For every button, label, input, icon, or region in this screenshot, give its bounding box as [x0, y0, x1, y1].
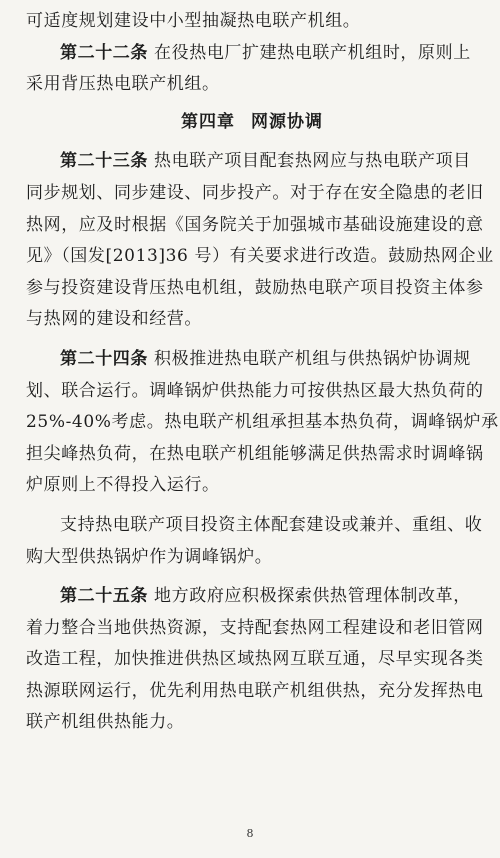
- article-24-line-3: 25%-40%考虑。热电联产机组承担基本热负荷，调峰锅炉承: [26, 412, 499, 433]
- article-24-line-2: 划、联合运行。调峰锅炉供热能力可按供热区最大热负荷的: [26, 380, 484, 401]
- article-24-label: 第二十四条: [60, 348, 148, 369]
- article-25-label: 第二十五条: [60, 586, 148, 607]
- article-23-line-5: 参与投资建设背压热电机组，鼓励热电联产项目投资主体参: [26, 277, 484, 298]
- chapter-heading: [26, 107, 478, 139]
- article-25-line-4: 热源联网运行，优先利用热电联产机组供热，充分发挥热电: [26, 680, 484, 701]
- article-25-text-1: 地方政府应积极探索供热管理体制改革，: [154, 586, 471, 607]
- article-22-line-2: 采用背压热电联产机组。: [26, 74, 220, 95]
- article-24-line-5: 炉原则上不得投入运行。: [26, 475, 220, 496]
- article-23-text-1: 热电联产项目配套热网应与热电联产项目: [154, 151, 471, 172]
- article-24-line-4: 担尖峰热负荷，在热电联产机组能够满足供热需求时调峰锅: [26, 443, 484, 464]
- article-23-line-2: 同步规划、同步建设、同步投产。对于存在安全隐患的老旧: [26, 182, 484, 203]
- article-25-line-1: [26, 581, 478, 613]
- article-22-label: 第二十二条: [60, 42, 148, 63]
- article-22-text-1: 在役热电厂扩建热电联产机组时，原则上: [154, 42, 471, 63]
- article-23-line-1: [26, 146, 478, 178]
- article-24-text-1: 积极推进热电联产机组与供热锅炉协调规: [154, 348, 471, 369]
- page-number: 8: [246, 827, 254, 840]
- article-23-line-4: 见》（国发[2013]36 号）有关要求进行改造。鼓励热网企业: [26, 246, 494, 267]
- chapter-title: 网源协调: [251, 111, 323, 132]
- intro-line: 可适度规划建设中小型抽凝热电联产机组。: [26, 11, 361, 31]
- article-25-line-5: 联产机组供热能力。: [26, 712, 185, 733]
- chapter-number: 第四章: [181, 111, 235, 132]
- article-23-label: 第二十三条: [60, 151, 148, 172]
- support-line-2: 购大型供热锅炉作为调峰锅炉。: [26, 546, 273, 567]
- article-25-line-3: 改造工程，加快推进供热区域热网互联互通，尽早实现各类: [26, 649, 484, 670]
- article-25-line-2: 着力整合当地供热资源，支持配套热网工程建设和老旧管网: [26, 617, 484, 638]
- article-24-line-1: [26, 344, 478, 376]
- support-line-1: 支持热电联产项目投资主体配套建设或兼并、重组、收: [60, 514, 483, 535]
- article-22-line-1: [26, 38, 478, 70]
- article-23-line-6: 与热网的建设和经营。: [26, 309, 202, 330]
- article-23-line-3: 热网，应及时根据《国务院关于加强城市基础设施建设的意: [26, 214, 484, 235]
